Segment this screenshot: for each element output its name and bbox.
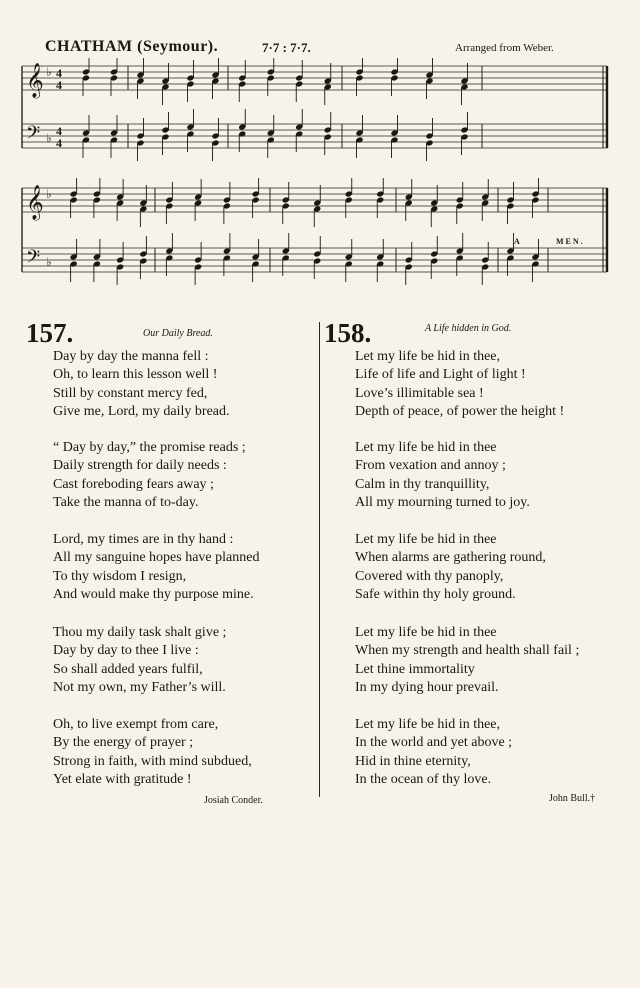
verse-line: Day by day to thee I live : (53, 643, 199, 659)
verse-line: Let my life be hid in thee (355, 625, 497, 640)
verse-line: Lord, my times are in thy hand : (53, 532, 234, 547)
stanza (355, 531, 546, 605)
verse-line: Let my life be hid in thee, (355, 349, 501, 364)
verse-line: From vexation and annoy ; (355, 458, 506, 474)
tune-name: CHATHAM (Seymour). (45, 38, 219, 55)
verse-line: When alarms are gathering round, (355, 550, 546, 566)
hymn-subtitle: Our Daily Bread. (143, 328, 213, 339)
column-divider (319, 322, 320, 797)
verse-line: In my dying hour prevail. (355, 680, 499, 696)
verse-line: Let my life be hid in thee (355, 440, 497, 455)
stanza (355, 716, 512, 790)
verse-line: Cast foreboding fears away ; (53, 476, 214, 492)
hymn-author: Josiah Conder. (204, 795, 263, 806)
stanza (53, 624, 226, 698)
verse-line: Let thine immortality (355, 661, 475, 677)
verse-line: And would make thy purpose mine. (53, 587, 254, 603)
verse-line: “ Day by day,” the promise reads ; (53, 440, 246, 455)
flat-key-icon: ♭ (46, 65, 52, 79)
verse-line: Calm in thy tranquillity, (355, 476, 490, 492)
time-signature: 4 (56, 66, 62, 80)
stanza (53, 348, 230, 422)
time-signature: 4 (56, 124, 62, 138)
verse-line: Depth of peace, of power the height ! (355, 404, 565, 420)
verse-line: Love’s illimitable sea ! (355, 385, 484, 401)
music-score-system-2 (0, 178, 640, 308)
stanza (355, 624, 579, 698)
verse-line: Hid in thine eternity, (355, 753, 471, 769)
verse-line: When my strength and health shall fail ; (355, 643, 580, 659)
verse-line: Strong in faith, with mind subdued, (53, 753, 252, 769)
verse-line: Let my life be hid in thee (355, 532, 497, 547)
music-score-system-1 (0, 58, 640, 178)
time-signature: 4 (56, 136, 62, 150)
stanza (355, 348, 564, 422)
verse-line: Daily strength for daily needs : (53, 458, 227, 474)
stanza (53, 716, 252, 790)
amen-syllable-men: MEN. (556, 237, 585, 246)
verse-line: By the energy of prayer ; (53, 735, 194, 751)
verse-line: In the ocean of thy love. (355, 772, 492, 788)
flat-key-icon: ♭ (46, 187, 52, 201)
tune-arranger: Arranged from Weber. (455, 42, 554, 54)
verse-line: Life of life and Light of light ! (355, 367, 526, 383)
bass-clef-icon: 𝄢 (26, 246, 41, 271)
verse-line: Oh, to learn this lesson well ! (53, 367, 218, 383)
bass-clef-icon: 𝄢 (26, 122, 41, 147)
verse-line: Covered with thy panoply, (355, 568, 504, 584)
tune-meter: 7·7 : 7·7. (262, 40, 311, 55)
hymn-number: 157. (26, 318, 74, 348)
verse-line: Give me, Lord, my daily bread. (53, 404, 230, 420)
verse-line: In the world and yet above ; (355, 735, 513, 751)
stanza (53, 439, 246, 513)
amen-syllable-a: A (514, 237, 522, 246)
verse-line: Yet elate with gratitude ! (53, 772, 192, 788)
verse-line: To thy wisdom I resign, (53, 568, 187, 584)
verse-line: Thou my daily task shalt give ; (53, 625, 227, 640)
verse-line: Let my life be hid in thee, (355, 717, 501, 732)
hymn-author: John Bull.† (549, 793, 596, 804)
verse-line: Not my own, my Father’s will. (53, 680, 226, 696)
treble-clef-icon: 𝄞 (26, 186, 44, 219)
verse-line: Oh, to live exempt from care, (53, 717, 219, 732)
verse-line: Still by constant mercy fed, (53, 385, 208, 401)
verse-line: All my mourning turned to joy. (355, 495, 530, 511)
verse-line: Safe within thy holy ground. (355, 587, 516, 603)
flat-key-icon: ♭ (46, 131, 52, 145)
verse-line: Take the manna of to-day. (53, 495, 199, 511)
flat-key-icon: ♭ (46, 255, 52, 269)
stanza (355, 439, 530, 513)
treble-clef-icon: 𝄞 (26, 64, 44, 97)
verse-line: All my sanguine hopes have planned (53, 550, 260, 566)
hymn-subtitle: A Life hidden in God. (425, 323, 512, 334)
stanza (53, 531, 259, 605)
verse-line: Day by day the manna fell : (53, 349, 209, 364)
hymn-number: 158. (324, 318, 372, 348)
time-signature: 4 (56, 78, 62, 92)
verse-line: So shall added years fulfil, (53, 661, 203, 677)
